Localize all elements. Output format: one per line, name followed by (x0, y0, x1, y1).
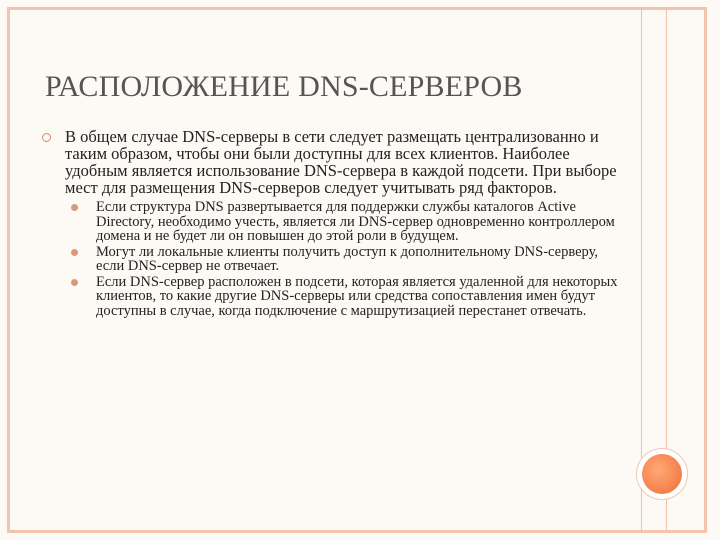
main-bullet-text: В общем случае DNS-серверы в сети следует размещать централизованно и таким образом, чтобы они были доступны для всех клиентов. Наиболее удобным является использование DNS-сервера в каждой подсети. При выборе мест для размещения DNS-серверов следует учитывать ряд факторов. (65, 127, 617, 197)
slide-title: РАСПОЛОЖЕНИЕ DNS-СЕРВЕРОВ (45, 70, 523, 103)
sub-bullet-item (96, 245, 622, 274)
sub-bullet-text: Если DNS-сервер расположен в подсети, которая является удаленной для некоторых клиентов, то какие другие DNS-серверы или средства сопоставления имен будут доступны в случае, когда подключение с маршрутизацией перестанет отвечать. (96, 273, 618, 319)
slide-body (42, 128, 622, 319)
main-bullet-item (42, 128, 622, 196)
sub-bullet-item (96, 200, 622, 244)
sub-bullet-list (96, 200, 622, 318)
sub-bullet-text: Могут ли локальные клиенты получить доступ к дополнительному DNS-серверу, если DNS-сервер не отвечает. (96, 243, 599, 274)
dot-bullet-icon (71, 204, 78, 211)
dot-bullet-icon (71, 279, 78, 286)
decorative-orange-circle (642, 454, 682, 494)
sub-bullet-item (96, 275, 622, 319)
sub-bullet-text: Если структура DNS развертывается для поддержки службы каталогов Active Directory, необходимо учесть, является ли DNS-сервер одновременно контроллером домена и не будет ли он повышен до этой роли в будущем. (96, 199, 615, 244)
ring-bullet-icon (42, 133, 51, 142)
dot-bullet-icon (71, 249, 78, 256)
